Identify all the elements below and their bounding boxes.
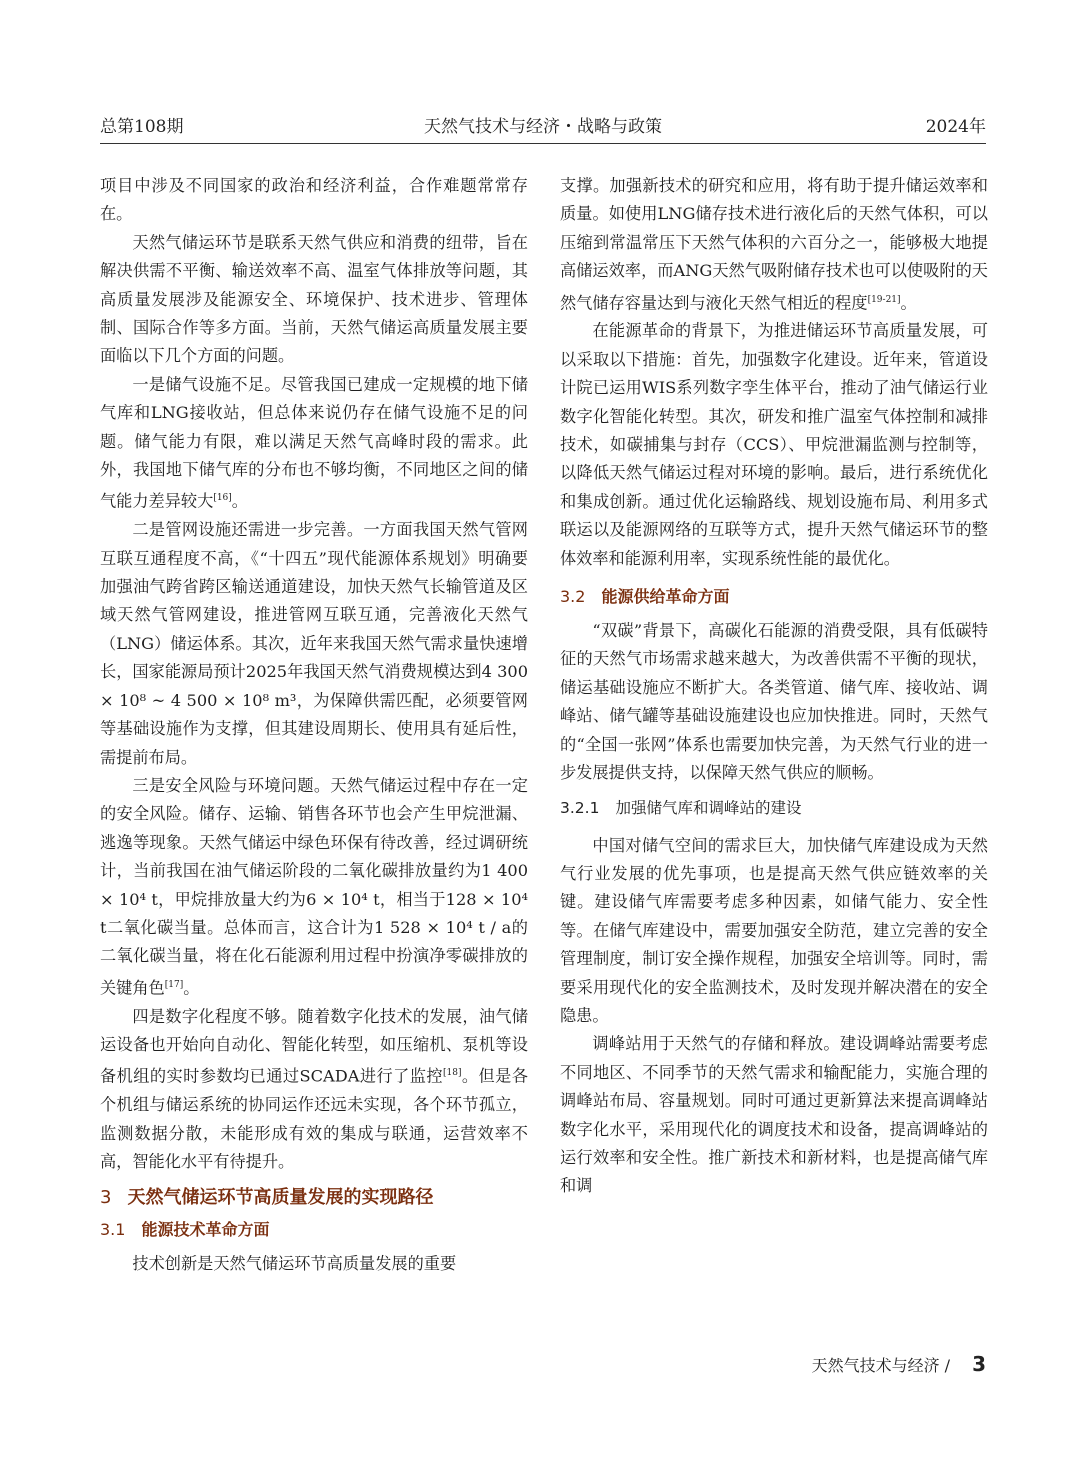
- section-number: 3.2.1: [560, 798, 600, 817]
- citation-ref: [18]: [442, 1068, 462, 1079]
- paragraph: 调峰站用于天然气的存储和释放。建设调峰站需要考虑不同地区、不同季节的天然气需求和输配能力，实施合理的调峰站布局、容量规划。同时可通过更新算法来提高调峰站数字化水平，采用现代化的调度技术和设备，提高调峰站的运行效率和安全性。推广新技术和新材料，也是提高储气库和调: [560, 1034, 988, 1196]
- section-heading-3: [100, 1184, 528, 1212]
- issue-number: 总第108期: [100, 117, 184, 137]
- paragraph-text: 支撑。加强新技术的研究和应用，将有助于提升储运效率和质量。如使用LNG储存技术进行液化后的天然气体积，可以压缩到常温常压下天然气体积的六百分之一，能够极大地提高储运效率，而ANG天然气吸附储存技术也可以使吸附的天然气储存容量达到与液化天然气相近的程度: [560, 176, 988, 313]
- right-column: [560, 172, 988, 1201]
- citation-ref: [17]: [164, 979, 184, 990]
- section-number: 3.1: [100, 1220, 126, 1240]
- paragraph: 一是储气设施不足。尽管我国已建成一定规模的地下储气库和LNG接收站，但总体来说仍存在储气设施不足的问题。储气能力有限，难以满足天然气高峰时段的需求。此外，我国地下储气库的分布也不够均衡，不同地区之间的储气能力差异较大[16]。: [100, 374, 528, 511]
- page-number: 3: [972, 1352, 986, 1376]
- paragraph: 三是安全风险与环境问题。天然气储运过程中存在一定的安全风险。储存、运输、销售各环节也会产生甲烷泄漏、逃逸等现象。天然气储运中绿色环保有待改善，经过调研统计，当前我国在油气储运阶段的二氧化碳排放量约为1 400 × 10⁴ t，甲烷排放量大约为6 × 10⁴ t，相当于128 × 10⁴ t二氧化碳当量。总体而言，这合计为1 528 × 10⁴ t / a的二氧化碳当量，将在化石能源利用过程中扮演净零碳排放的关键角色[17]。: [100, 775, 528, 998]
- paragraph: “双碳”背景下，高碳化石能源的消费受限，具有低碳特征的天然气市场需求越来越大，为改善供需不平衡的现状，储运基础设施应不断扩大。各类管道、储气库、接收站、调峰站、储气罐等基础设施建设也应加快推进。同时，天然气的“全国一张网”体系也需要加快完善，为天然气行业的进一步发展提供支持，以保障天然气供应的顺畅。: [560, 621, 988, 783]
- paragraph: 支撑。加强新技术的研究和应用，将有助于提升储运效率和质量。如使用LNG储存技术进行液化后的天然气体积，可以压缩到常温常压下天然气体积的六百分之一，能够极大地提高储运效率，而ANG天然气吸附储存技术也可以使吸附的天然气储存容量达到与液化天然气相近的程度[19-21]。: [560, 176, 988, 313]
- paragraph-text: 三是安全风险与环境问题。天然气储运过程中存在一定的安全风险。储存、运输、销售各环节也会产生甲烷泄漏、逃逸等现象。天然气储运中绿色环保有待改善，经过调研统计，当前我国在油气储运阶段的二氧化碳排放量约为1 400 × 10⁴ t，甲烷排放量大约为6 × 10⁴ t，相当于128 × 10⁴ t二氧化碳当量。总体而言，这合计为1 528 × 10⁴ t / a的二氧化碳当量，将在化石能源利用过程中扮演净零碳排放的关键角色: [100, 775, 528, 998]
- paragraph: 在能源革命的背景下，为推进储运环节高质量发展，可以采取以下措施：首先，加强数字化建设。近年来，管道设计院已运用WIS系列数字孪生体平台，推动了油气储运行业数字化智能化转型。其次，研发和推广温室气体控制和减排技术，如碳捕集与封存（CCS）、甲烷泄漏监测与控制等，以降低天然气储运过程对环境的影响。最后，进行系统优化和集成创新。通过优化运输路线、规划设施布局、利用多式联运以及能源网络的互联等方式，提升天然气储运环节的整体效率和能源利用率，实现系统性能的最优化。: [560, 321, 988, 568]
- paragraph: 二是管网设施还需进一步完善。一方面我国天然气管网互联互通程度不高，《“十四五”现代能源体系规划》明确要加强油气跨省跨区输送通道建设，加快天然气长输管道及区域天然气管网建设，推进管网互联互通，完善液化天然气（LNG）储运体系。其次，近年来我国天然气需求量快速增长，国家能源局预计2025年我国天然气消费规模达到4 300 × 10⁸ ~ 4 500 × 10⁸ m³，为保障供需匹配，必须要管网等基础设施作为支撑，但其建设周期长、使用具有延后性，需提前布局。: [100, 520, 528, 767]
- paragraph-text: 一是储气设施不足。尽管我国已建成一定规模的地下储气库和LNG接收站，但总体来说仍存在储气设施不足的问题。储气能力有限，难以满足天然气高峰时段的需求。此外，我国地下储气库的分布也不够均衡，不同地区之间的储气能力差异较大: [100, 374, 528, 511]
- paragraph: 中国对储气空间的需求巨大，加快储气库建设成为天然气行业发展的优先事项，也是提高天然气供应链效率的关键。建设储气库需要考虑多种因素，如储气能力、安全性等。在储气库建设中，需要加强安全防范，建立完善的安全管理制度，制订安全操作规程，加强安全培训等。同时，需要采用现代化的安全监测技术，及时发现并解决潜在的安全隐患。: [560, 835, 988, 1025]
- section-title: 天然气储运环节高质量发展的实现路径: [127, 1187, 434, 1209]
- paragraph-text: 。但是各个机组与储运系统的协同运作还远未实现，各个环节孤立，监测数据分散，未能形成有效的集成与联通，运营效率不高，智能化水平有待提升。: [100, 1066, 528, 1171]
- section-title: 加强储气库和调峰站的建设: [615, 798, 802, 817]
- section-number: 3: [100, 1187, 112, 1209]
- paragraph-text: 四是数字化程度不够。随着数字化技术的发展，油气储运设备也开始向自动化、智能化转型，如压缩机、泵机等设备机组的实时参数均已通过SCADA进行了监控: [100, 1006, 528, 1086]
- journal-section-title: 天然气技术与经济・战略与政策: [424, 117, 662, 137]
- section-title: 能源供给革命方面: [601, 587, 730, 607]
- running-footer: [812, 1352, 986, 1376]
- section-heading-3-2: [560, 583, 988, 611]
- paragraph: 技术创新是天然气储运环节高质量发展的重要: [132, 1254, 457, 1274]
- paragraph: 项目中涉及不同国家的政治和经济利益，合作难题常常存在。: [100, 176, 528, 224]
- section-number: 3.2: [560, 587, 586, 607]
- citation-ref: [19-21]: [867, 294, 901, 305]
- paragraph: [100, 1003, 528, 1177]
- header-rule: [100, 143, 986, 144]
- left-column: [100, 172, 528, 1279]
- paragraph: 天然气储运环节是联系天然气供应和消费的纽带，旨在解决供需不平衡、输送效率不高、温室气体排放等问题，其高质量发展涉及能源安全、环境保护、技术进步、管理体制、国际合作等多方面。当前，天然气储运高质量发展主要面临以下几个方面的问题。: [100, 232, 528, 366]
- publication-year: 2024年: [925, 117, 986, 137]
- running-header: [100, 112, 986, 142]
- section-title: 能源技术革命方面: [141, 1220, 270, 1240]
- citation-ref: [16]: [213, 493, 232, 504]
- section-heading-3-1: [100, 1216, 528, 1244]
- footer-journal-name: 天然气技术与经济 /: [811, 1356, 951, 1375]
- section-heading-3-2-1: [560, 794, 988, 822]
